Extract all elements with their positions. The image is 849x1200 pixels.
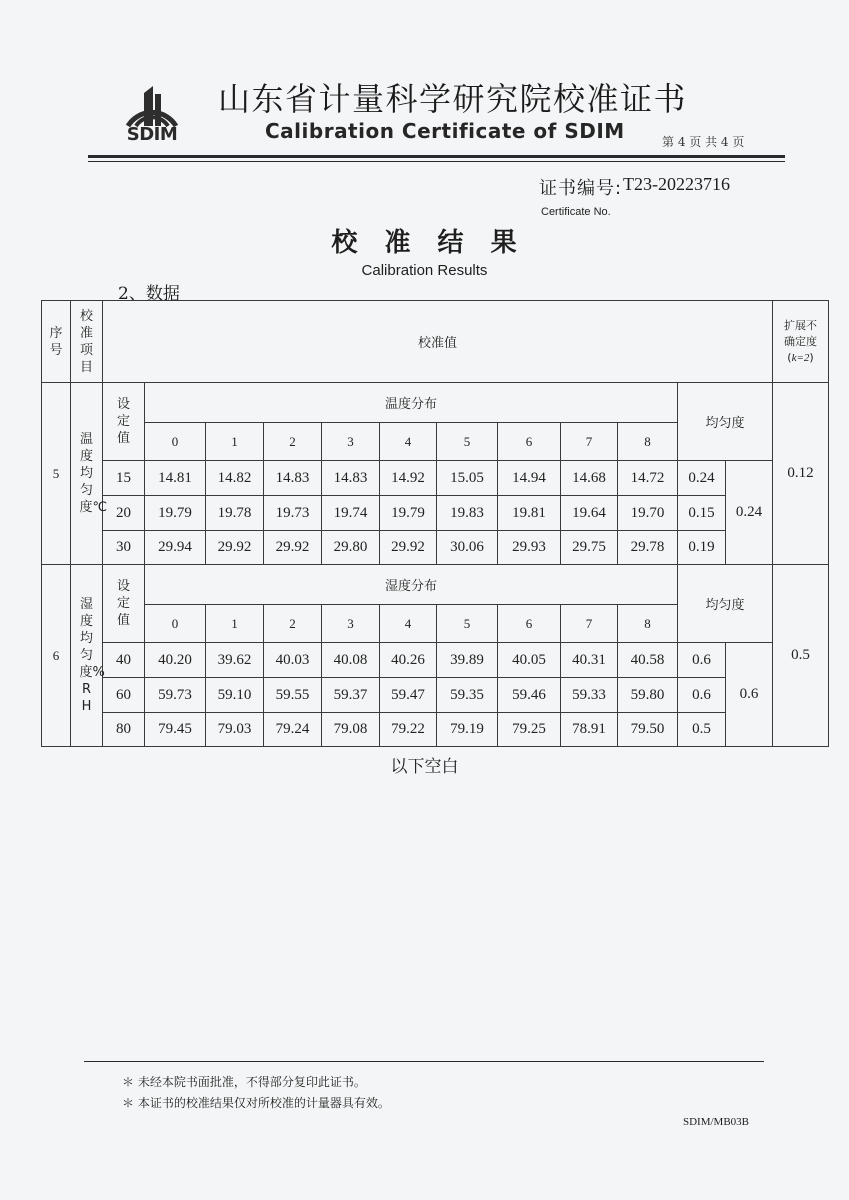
results-title-cn: 校 准 结 果	[331, 228, 526, 258]
position-header: 2	[264, 605, 322, 643]
calibration-results-table	[41, 300, 829, 747]
item-cell: 温度均匀度℃	[71, 383, 103, 565]
measured-value: 79.45	[145, 713, 206, 747]
seq-cell: 6	[42, 565, 71, 747]
distribution-header: 温度分布	[145, 383, 678, 423]
max-uniformity: 0.24	[726, 461, 773, 565]
expanded-uncertainty: 0.12	[773, 383, 829, 565]
table-row	[42, 496, 829, 531]
measured-value: 59.55	[264, 678, 322, 713]
position-header: 7	[561, 423, 618, 461]
setpoint-value: 30	[103, 531, 145, 565]
uniformity-header: 均匀度	[678, 565, 773, 643]
page-indicator: 第 4 页 共 4 页	[662, 135, 745, 149]
measured-value: 14.82	[206, 461, 264, 496]
position-header: 1	[206, 605, 264, 643]
measured-value: 29.80	[322, 531, 380, 565]
table-header-row	[42, 301, 829, 383]
form-code: SDIM/MB03B	[683, 1116, 750, 1128]
institute-title-en: Calibration Certificate of SDIM	[265, 119, 625, 143]
measured-value: 79.19	[437, 713, 498, 747]
measured-value: 29.92	[206, 531, 264, 565]
setpoint-value: 40	[103, 643, 145, 678]
measured-value: 14.72	[618, 461, 678, 496]
measured-value: 19.73	[264, 496, 322, 531]
measured-value: 19.79	[380, 496, 437, 531]
distribution-header: 湿度分布	[145, 565, 678, 605]
item-header: 校准项目	[71, 301, 103, 383]
row-uniformity: 0.6	[678, 678, 726, 713]
row-uniformity: 0.15	[678, 496, 726, 531]
max-uniformity: 0.6	[726, 643, 773, 747]
header-rule-thick	[88, 155, 785, 158]
measured-value: 29.92	[380, 531, 437, 565]
footnote-validity: ＊ 本证书的校准结果仅对所校准的计量器具有效。	[122, 1096, 390, 1110]
position-header: 0	[145, 605, 206, 643]
measured-value: 19.81	[498, 496, 561, 531]
measured-value: 19.83	[437, 496, 498, 531]
seq-header: 序号	[42, 301, 71, 383]
measured-value: 40.05	[498, 643, 561, 678]
measured-value: 59.46	[498, 678, 561, 713]
position-header: 7	[561, 605, 618, 643]
measured-value: 40.31	[561, 643, 618, 678]
measured-value: 59.33	[561, 678, 618, 713]
table-row	[42, 713, 829, 747]
position-header: 5	[437, 605, 498, 643]
measured-value: 14.83	[322, 461, 380, 496]
measured-value: 29.93	[498, 531, 561, 565]
measured-value: 39.89	[437, 643, 498, 678]
measured-value: 40.20	[145, 643, 206, 678]
item-cell: 湿度均匀度%RH	[71, 565, 103, 747]
table-row	[42, 531, 829, 565]
certificate-number-value: T23-20223716	[623, 174, 730, 194]
certificate-number-label-en: Certificate No.	[541, 206, 611, 218]
setpoint-header: 设定值	[103, 383, 145, 461]
calibration-value-header: 校准值	[103, 301, 773, 383]
position-header: 4	[380, 423, 437, 461]
institute-title-cn: 山东省计量科学研究院校准证书	[218, 80, 688, 118]
measured-value: 14.83	[264, 461, 322, 496]
measured-value: 59.80	[618, 678, 678, 713]
position-header: 5	[437, 423, 498, 461]
measured-value: 79.25	[498, 713, 561, 747]
position-header: 6	[498, 605, 561, 643]
certificate-number-label: 证书编号:	[539, 178, 623, 199]
position-header: 8	[618, 423, 678, 461]
expanded-uncertainty: 0.5	[773, 565, 829, 747]
measured-value: 19.64	[561, 496, 618, 531]
measured-value: 39.62	[206, 643, 264, 678]
measured-value: 14.81	[145, 461, 206, 496]
measured-value: 79.24	[264, 713, 322, 747]
measured-value: 19.79	[145, 496, 206, 531]
setpoint-value: 20	[103, 496, 145, 531]
measured-value: 79.08	[322, 713, 380, 747]
position-header: 4	[380, 605, 437, 643]
measured-value: 79.22	[380, 713, 437, 747]
measured-value: 15.05	[437, 461, 498, 496]
section-label: 2、数据	[118, 284, 180, 304]
table-row	[42, 678, 829, 713]
blank-below-note: 以下空白	[390, 757, 459, 777]
measured-value: 59.47	[380, 678, 437, 713]
header-rule-thin	[88, 161, 785, 162]
measured-value: 40.03	[264, 643, 322, 678]
logo-wordmark: SDIM	[126, 124, 178, 145]
group-header-row	[42, 383, 829, 423]
position-header: 1	[206, 423, 264, 461]
sdim-logo-emblem-icon	[118, 80, 186, 130]
measured-value: 79.03	[206, 713, 264, 747]
setpoint-value: 15	[103, 461, 145, 496]
measured-value: 19.78	[206, 496, 264, 531]
position-header: 8	[618, 605, 678, 643]
measured-value: 30.06	[437, 531, 498, 565]
setpoint-header: 设定值	[103, 565, 145, 643]
table-row	[42, 461, 829, 496]
measured-value: 29.78	[618, 531, 678, 565]
setpoint-value: 60	[103, 678, 145, 713]
row-uniformity: 0.19	[678, 531, 726, 565]
measured-value: 59.37	[322, 678, 380, 713]
setpoint-value: 80	[103, 713, 145, 747]
measured-value: 40.58	[618, 643, 678, 678]
measured-value: 59.35	[437, 678, 498, 713]
row-uniformity: 0.6	[678, 643, 726, 678]
measured-value: 14.68	[561, 461, 618, 496]
group-header-row	[42, 565, 829, 605]
measured-value: 78.91	[561, 713, 618, 747]
measured-value: 59.73	[145, 678, 206, 713]
measured-value: 29.94	[145, 531, 206, 565]
measured-value: 40.08	[322, 643, 380, 678]
uncertainty-header: 扩展不 确定度 (k=2)	[773, 301, 829, 383]
measured-value: 19.74	[322, 496, 380, 531]
seq-cell: 5	[42, 383, 71, 565]
measured-value: 14.94	[498, 461, 561, 496]
position-header: 3	[322, 423, 380, 461]
table-row	[42, 643, 829, 678]
position-header: 0	[145, 423, 206, 461]
position-header: 2	[264, 423, 322, 461]
row-uniformity: 0.24	[678, 461, 726, 496]
measured-value: 29.75	[561, 531, 618, 565]
footer-rule	[84, 1061, 764, 1062]
measured-value: 14.92	[380, 461, 437, 496]
row-uniformity: 0.5	[678, 713, 726, 747]
results-title-en: Calibration Results	[361, 262, 488, 279]
measured-value: 40.26	[380, 643, 437, 678]
position-header: 6	[498, 423, 561, 461]
measured-value: 59.10	[206, 678, 264, 713]
measured-value: 79.50	[618, 713, 678, 747]
measured-value: 19.70	[618, 496, 678, 531]
position-header: 3	[322, 605, 380, 643]
uniformity-header: 均匀度	[678, 383, 773, 461]
footnote-copy-restriction: ＊ 未经本院书面批准，不得部分复印此证书。	[122, 1075, 366, 1089]
measured-value: 29.92	[264, 531, 322, 565]
